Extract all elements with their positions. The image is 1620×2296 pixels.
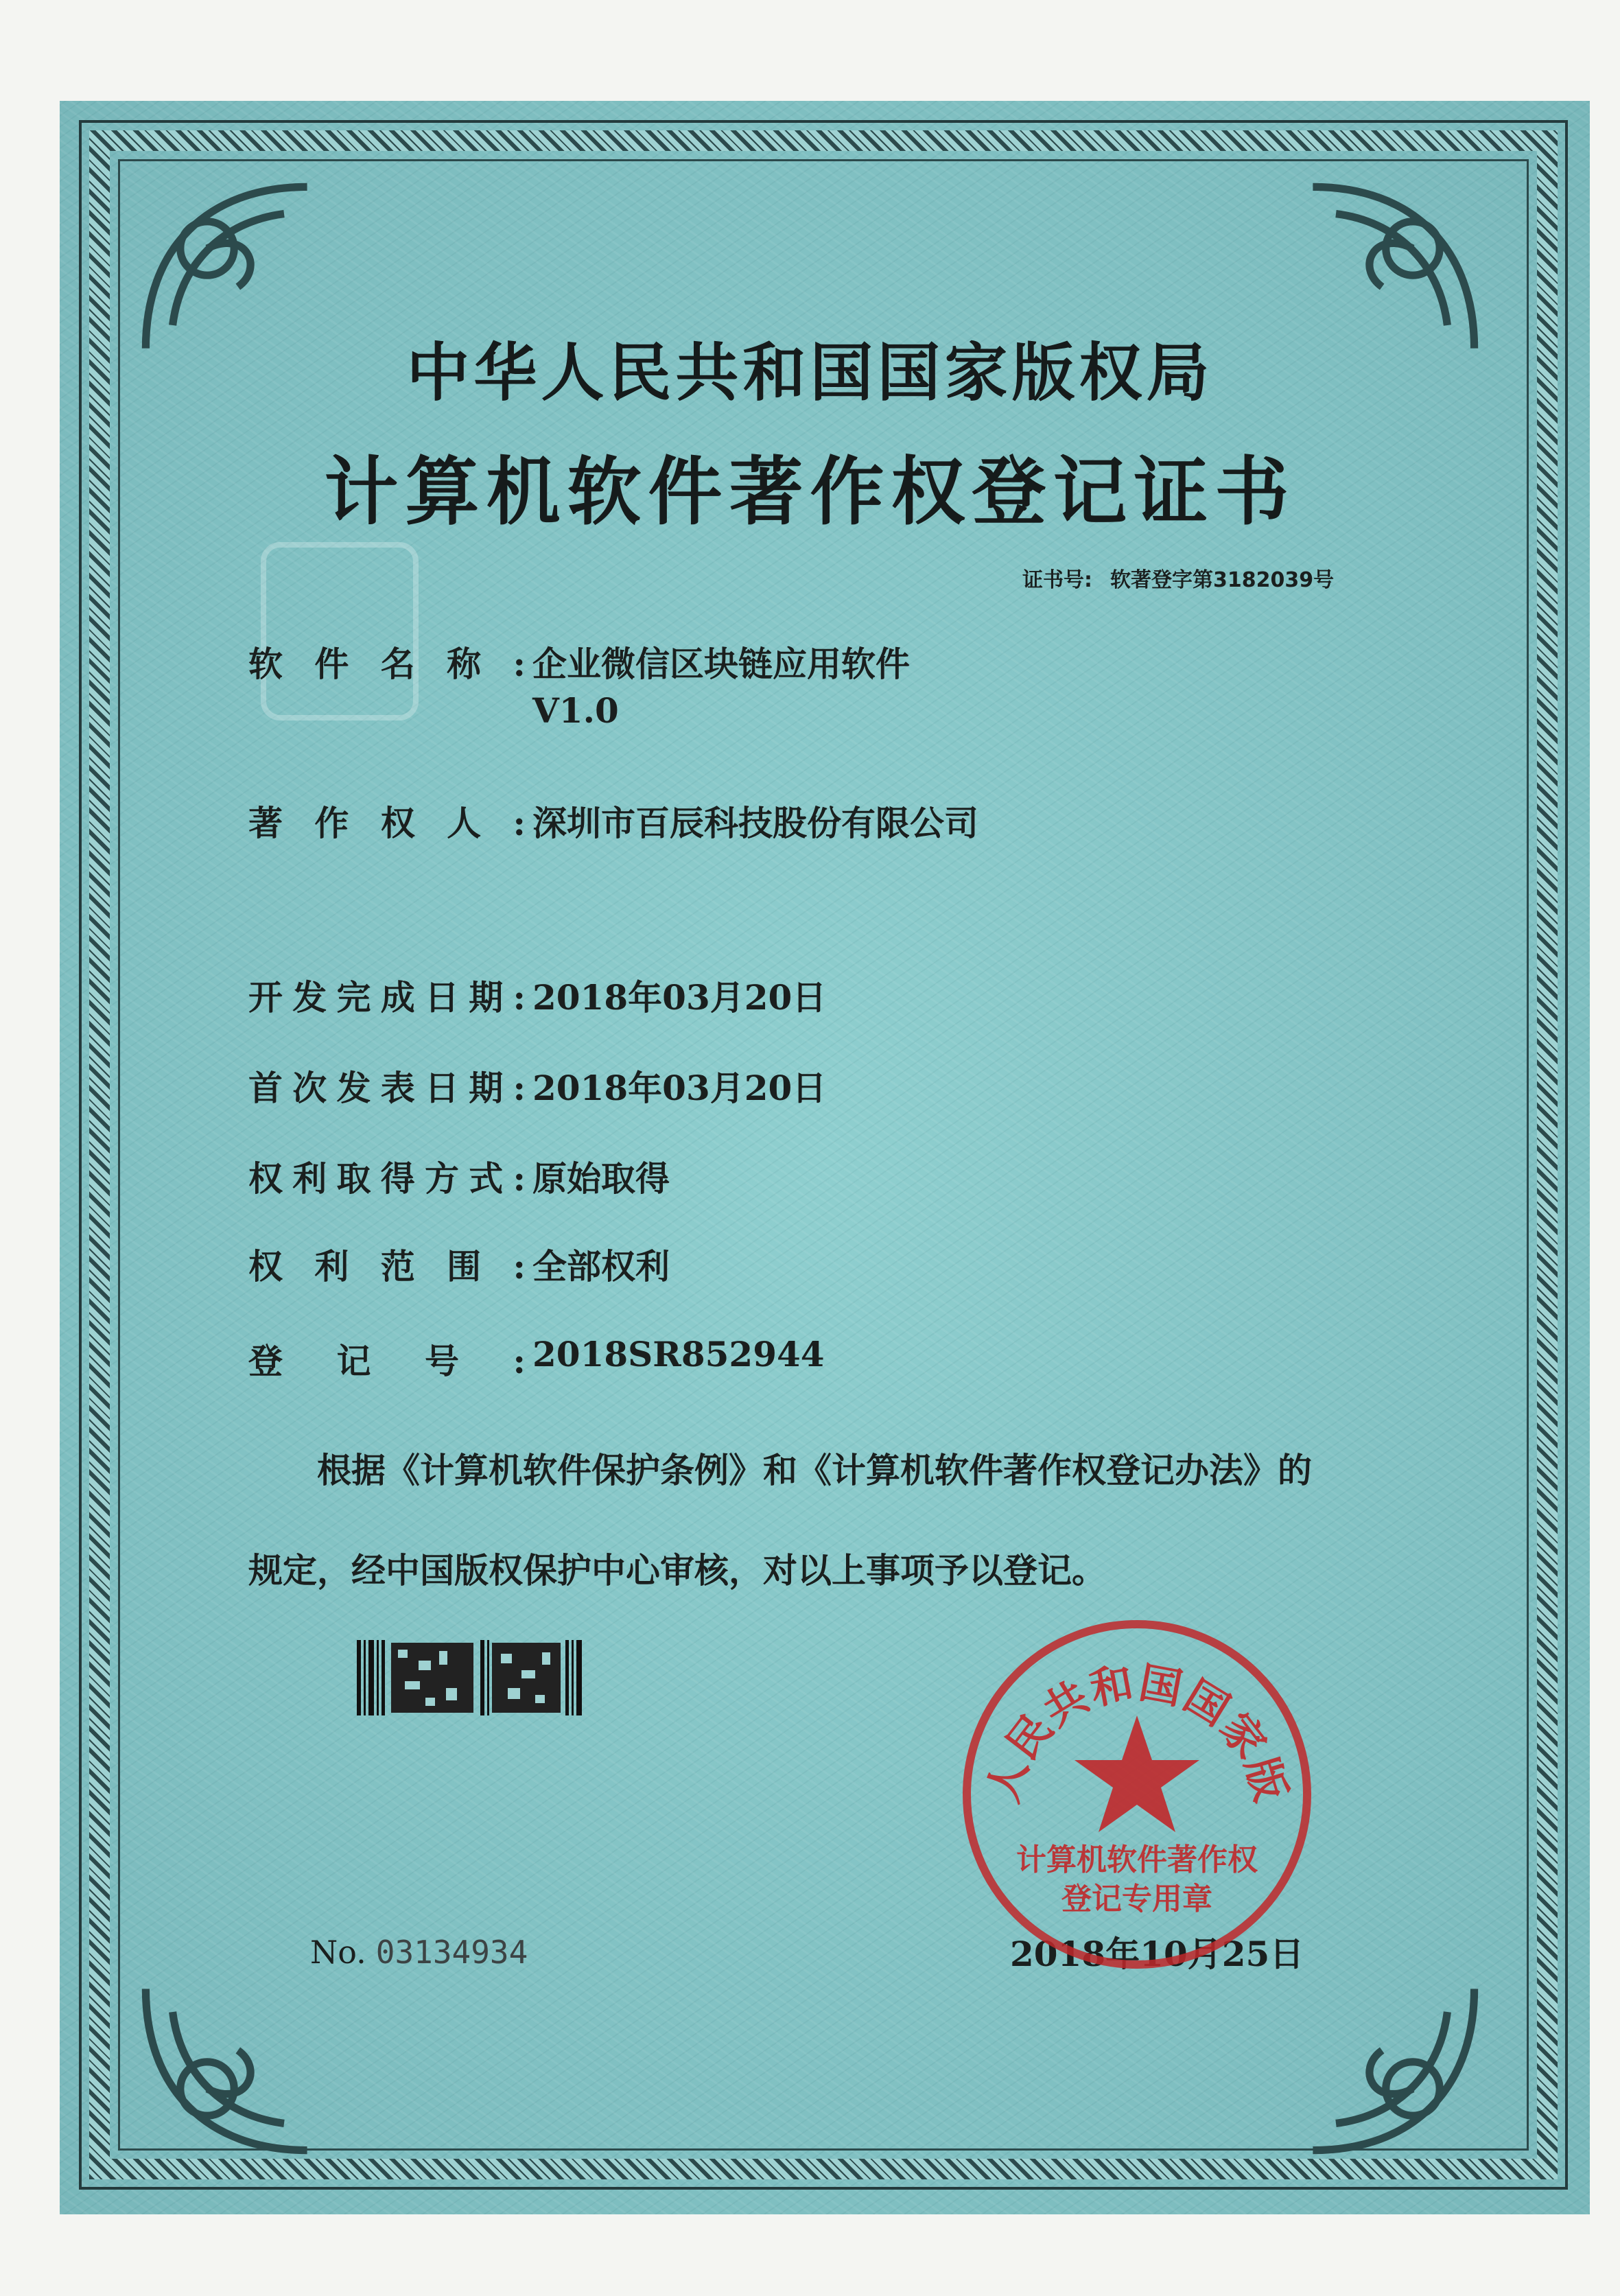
dev-date-label: 开发完成日期: [248, 977, 526, 1018]
corner-ornament-bottom-right [1298, 1973, 1490, 2166]
owner-label: 著作权人: [248, 803, 526, 843]
acquire-value: 原始取得 [532, 1158, 670, 1199]
field-registration-number [248, 1334, 825, 1383]
field-owner [248, 796, 978, 845]
field-acquire-method [248, 1151, 670, 1201]
scope-value: 全部权利 [532, 1246, 670, 1287]
issue-date: 2018年10月25日 [1010, 1934, 1304, 1974]
publish-date-label: 首次发表日期: [248, 1068, 526, 1108]
serial-number [310, 1934, 528, 1971]
dev-date-value: 2018年03月20日 [532, 977, 827, 1018]
statement-line-2: 规定，经中国版权保护中心审核，对以上事项予以登记。 [248, 1550, 1106, 1591]
software-version: V1.0 [532, 690, 619, 731]
certificate-number [1022, 563, 1334, 593]
barcode [357, 1640, 583, 1715]
owner-value: 深圳市百辰科技股份有限公司 [532, 803, 978, 843]
certificate-title: 计算机软件著作权登记证书 [324, 449, 1296, 535]
cert-no-value: 软著登字第3182039号 [1110, 568, 1335, 592]
statement-line-1: 根据《计算机软件保护条例》和《计算机软件著作权登记办法》的 [317, 1450, 1312, 1490]
field-rights-scope [248, 1239, 670, 1289]
cert-no-label: 证书号: [1022, 568, 1092, 592]
software-name-label: 软件名称: [248, 644, 526, 684]
seal-star-icon [1075, 1715, 1199, 1832]
official-red-seal [955, 1613, 1319, 1976]
publish-date-value: 2018年03月20日 [532, 1068, 827, 1108]
field-dev-date [248, 970, 826, 1020]
reg-no-label: 登记号: [248, 1341, 526, 1381]
corner-ornament-bottom-left [130, 1973, 322, 2166]
field-software-name [248, 637, 910, 731]
serial-label: No. [310, 1934, 366, 1971]
seal-line-1: 计算机软件著作权 [1016, 1842, 1258, 1877]
issuing-authority: 中华人民共和国国家版权局 [406, 336, 1214, 410]
reg-no-value: 2018SR852944 [532, 1334, 825, 1374]
acquire-label: 权利取得方式: [248, 1158, 526, 1199]
seal-arc-text: 人民共和国国家版 [977, 1657, 1297, 1808]
statement-paragraph [248, 1420, 1429, 1621]
software-name-value: 企业微信区块链应用软件 [532, 644, 910, 684]
scope-label: 权利范围: [248, 1246, 526, 1287]
field-publish-date [248, 1061, 826, 1110]
serial-value: 03134934 [375, 1934, 528, 1971]
seal-line-2: 登记专用章 [1061, 1882, 1212, 1917]
